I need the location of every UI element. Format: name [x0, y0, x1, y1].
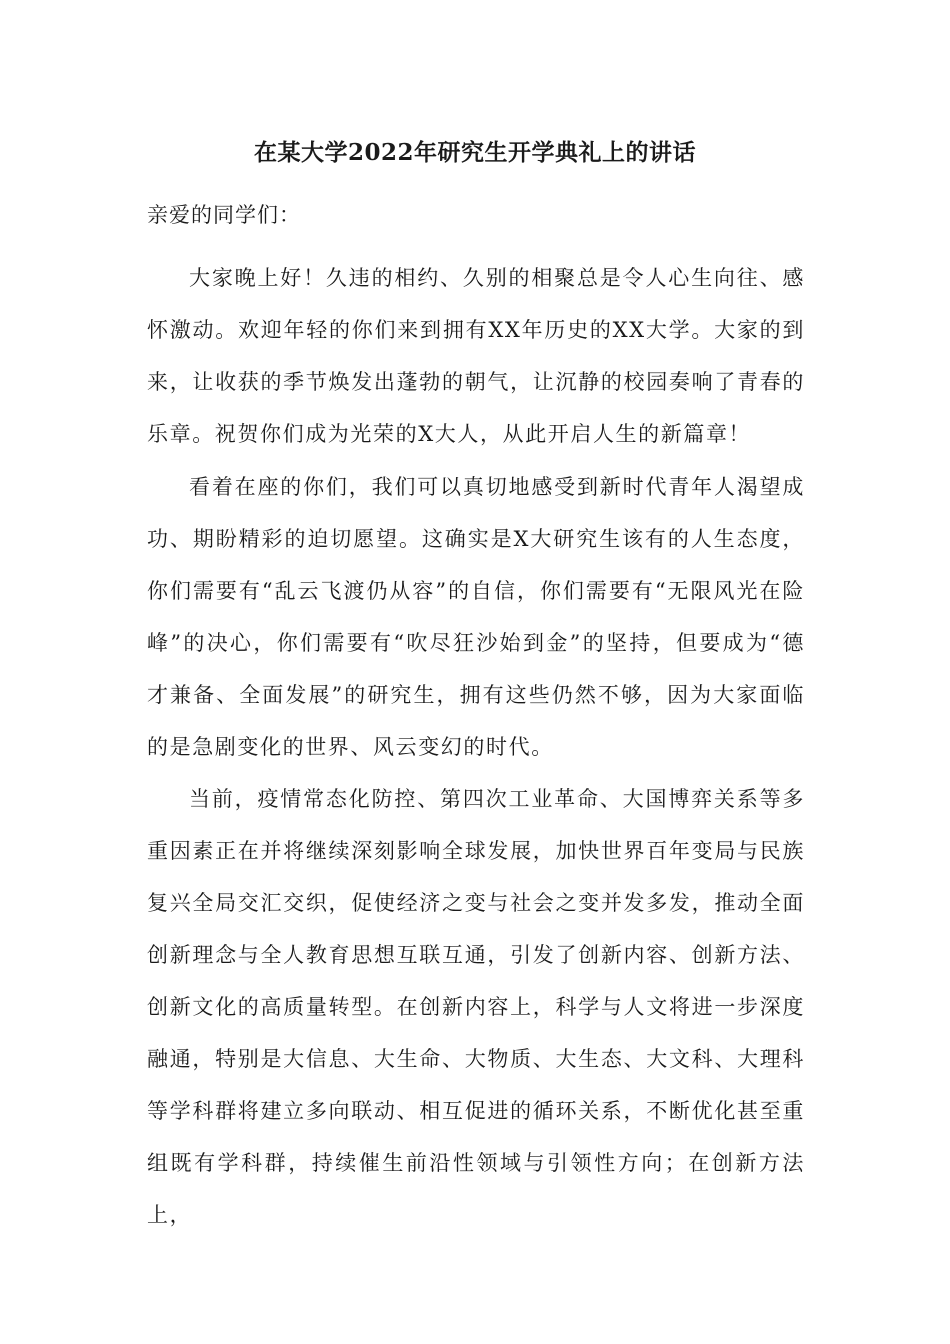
page-title: 在某大学2022年研究生开学典礼上的讲话: [253, 139, 696, 166]
paragraph-1: 大家晚上好！久违的相约、久别的相聚总是令人心生向往、感怀激动。欢迎年轻的你们来到拥有XX年历史的XX大学。大家的到来，让收获的季节焕发出蓬勃的朝气，让沉静的校园奏响了青春的乐章。祝贺你们成为光荣的X大人，从此开启人生的新篇章！: [147, 266, 805, 446]
paragraph-3: 当前，疫情常态化防控、第四次工业革命、大国博弈关系等多重因素正在并将继续深刻影响全球发展，加快世界百年变局与民族复兴全局交汇交织，促使经济之变与社会之变并发多发，推动全面创新理念与全人教育思想互联互通，引发了创新内容、创新方法、创新文化的高质量转型。在创新内容上，科学与人文将进一步深度融通，特别是大信息、大生命、大物质、大生态、大文科、大理科等学科群将建立多向联动、相互促进的循环关系，不断优化甚至重组既有学科群，持续催生前沿性领域与引领性方向；在创新方法上，: [147, 787, 805, 1227]
greeting-line: 亲爱的同学们：: [147, 203, 301, 227]
paragraph-2: 看着在座的你们，我们可以真切地感受到新时代青年人渴望成功、期盼精彩的迫切愿望。这确实是X大研究生该有的人生态度，你们需要有“乱云飞渡仍从容”的自信，你们需要有“无限风光在险峰”的决心，你们需要有“吹尽狂沙始到金”的坚持，但要成为“德才兼备、全面发展”的研究生，拥有这些仍然不够，因为大家面临的是急剧变化的世界、风云变幻的时代。: [147, 475, 805, 759]
